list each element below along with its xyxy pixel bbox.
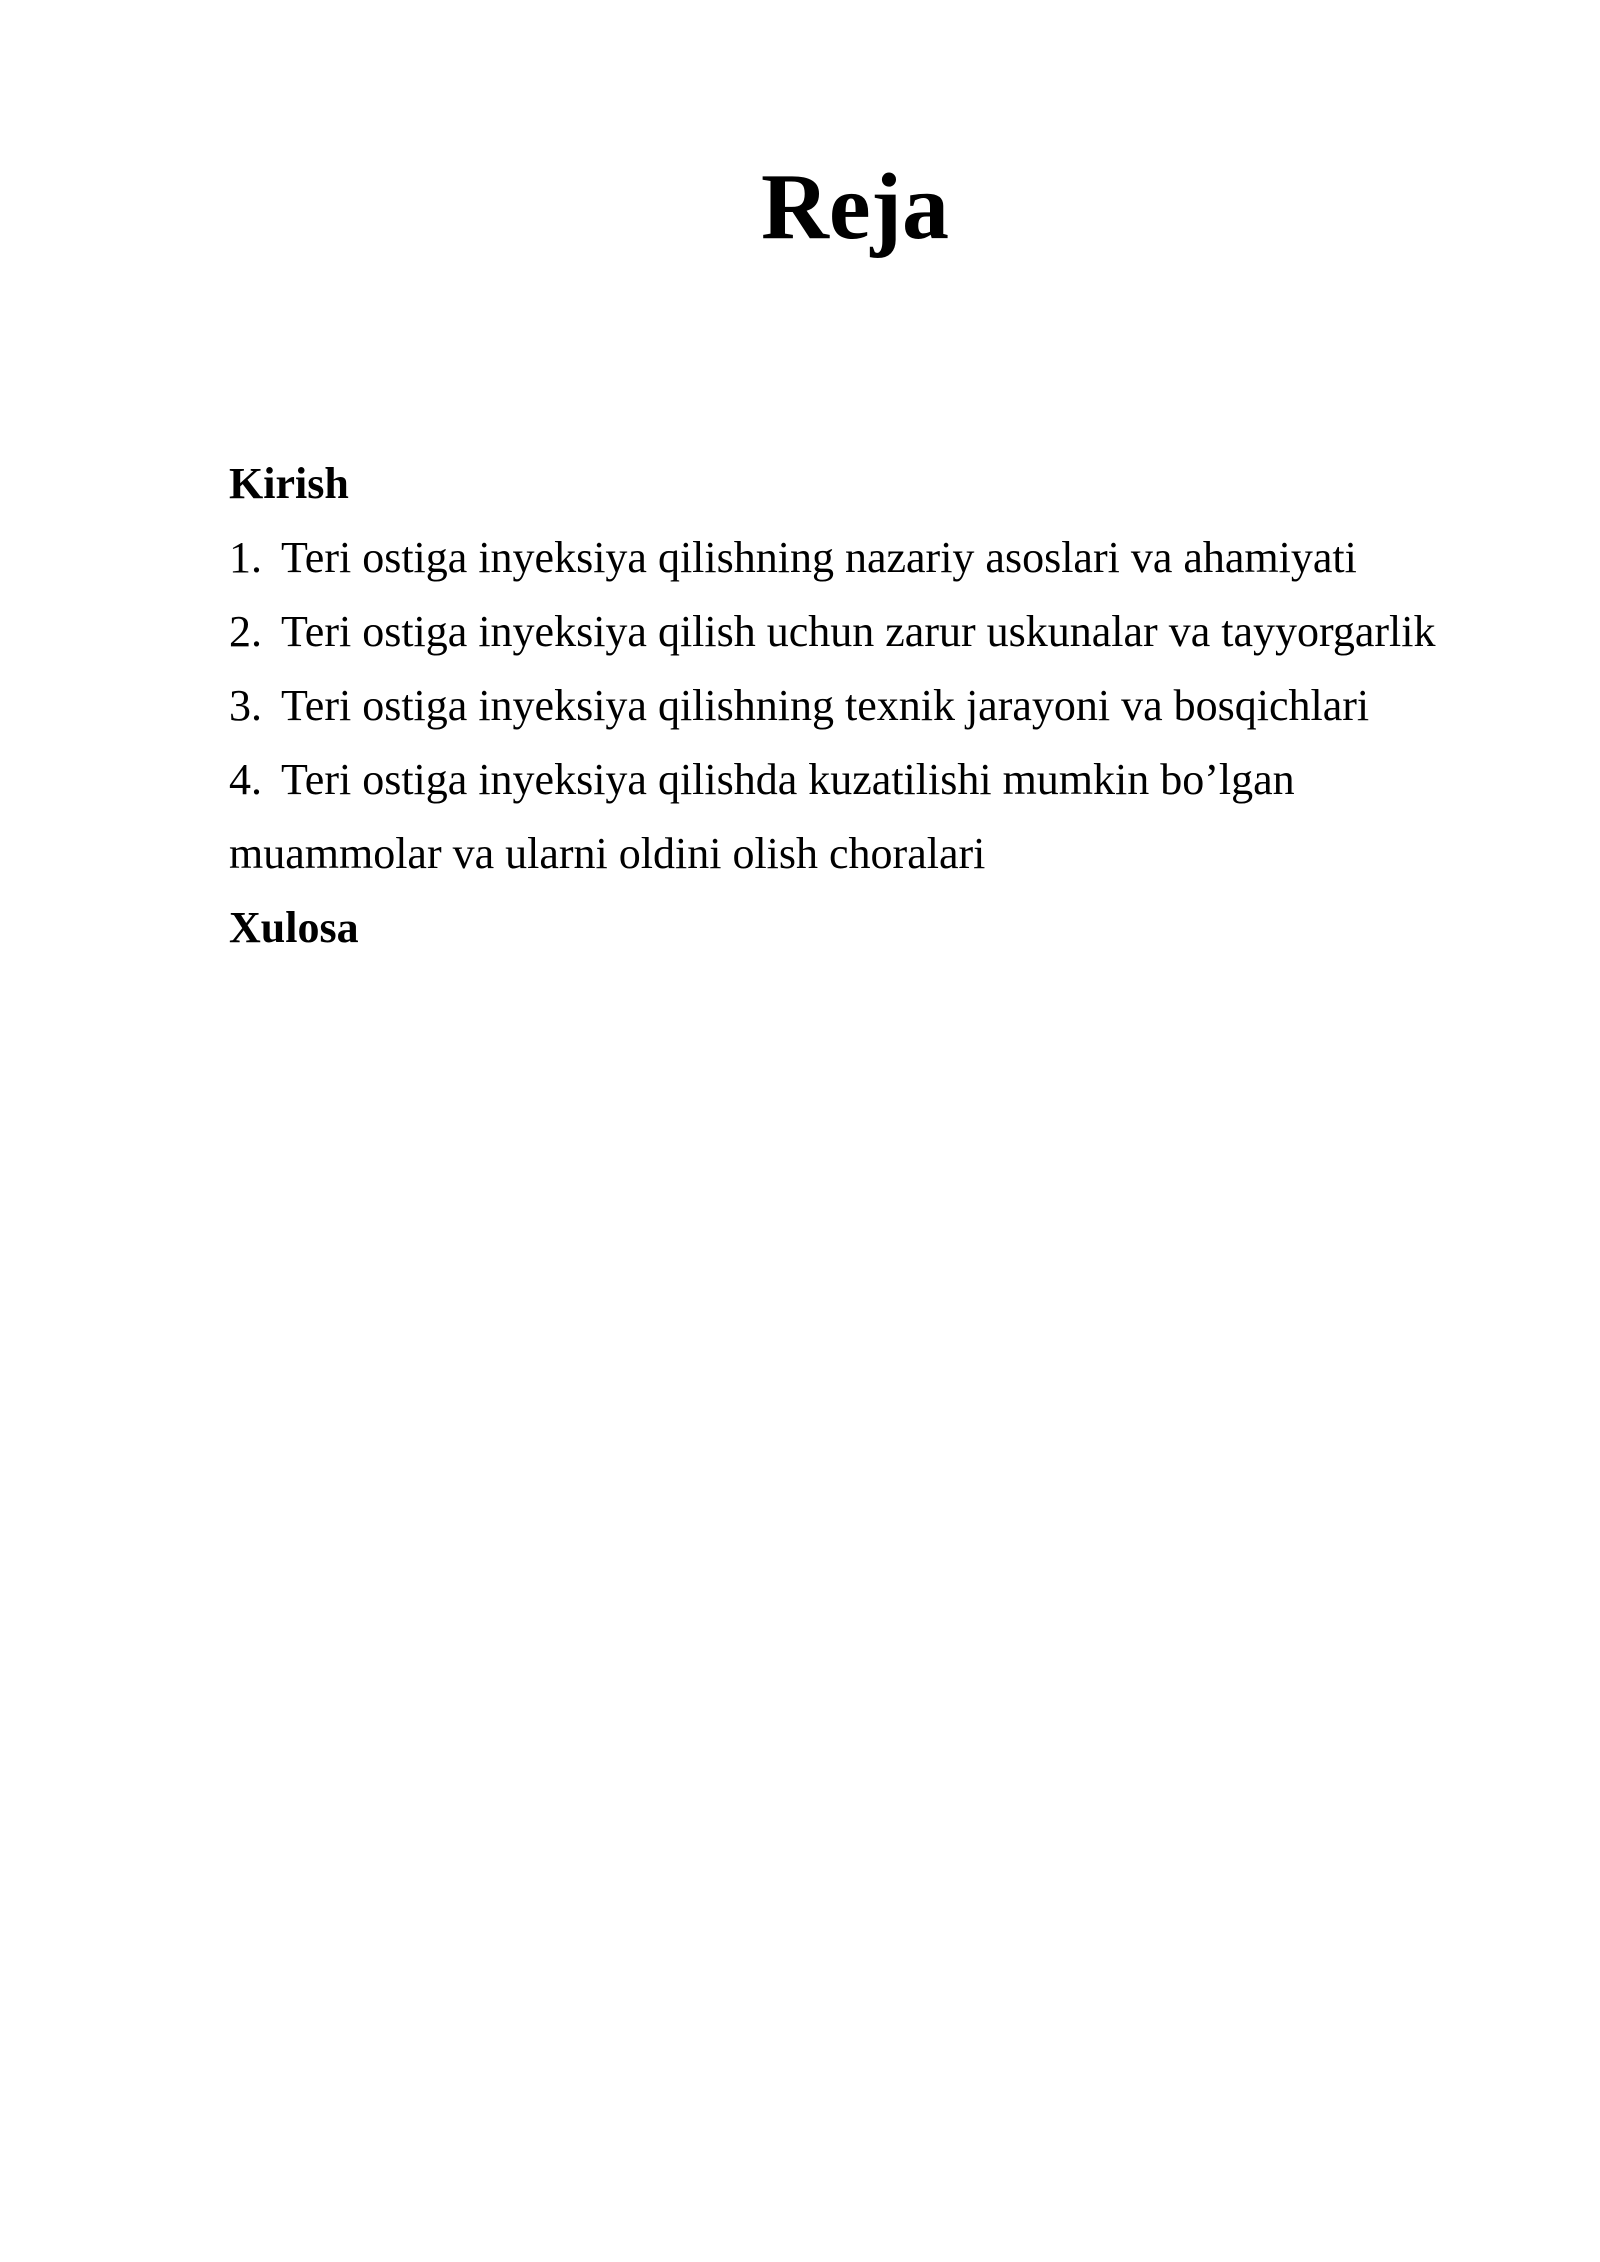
conclusion-heading: Xulosa bbox=[229, 903, 359, 952]
plan-item-text: Teri ostiga inyeksiya qilishning texnik jarayoni va bosqichlari bbox=[281, 681, 1370, 730]
plan-item-3 bbox=[229, 669, 1529, 743]
plan-item-number: 3. bbox=[229, 681, 262, 730]
plan-item-number: 2. bbox=[229, 607, 262, 656]
plan-item-4-continuation: muammolar va ularni oldini olish choralari bbox=[229, 829, 986, 878]
plan-item-2 bbox=[229, 595, 1529, 669]
plan-item-text: Teri ostiga inyeksiya qilishda kuzatilishi mumkin bo’lgan bbox=[281, 755, 1295, 804]
plan-item-4 bbox=[229, 743, 1529, 817]
plan-item-text: Teri ostiga inyeksiya qilishning nazariy asoslari va ahamiyati bbox=[281, 533, 1357, 582]
plan-item-text: Teri ostiga inyeksiya qilish uchun zarur uskunalar va tayyorgarlik bbox=[281, 607, 1436, 656]
plan-item-number: 1. bbox=[229, 533, 262, 582]
plan-list bbox=[229, 447, 1529, 965]
page-title: Reja bbox=[761, 155, 949, 259]
plan-item-1 bbox=[229, 521, 1529, 595]
plan-item-number: 4. bbox=[229, 755, 262, 804]
intro-heading: Kirish bbox=[229, 459, 349, 508]
